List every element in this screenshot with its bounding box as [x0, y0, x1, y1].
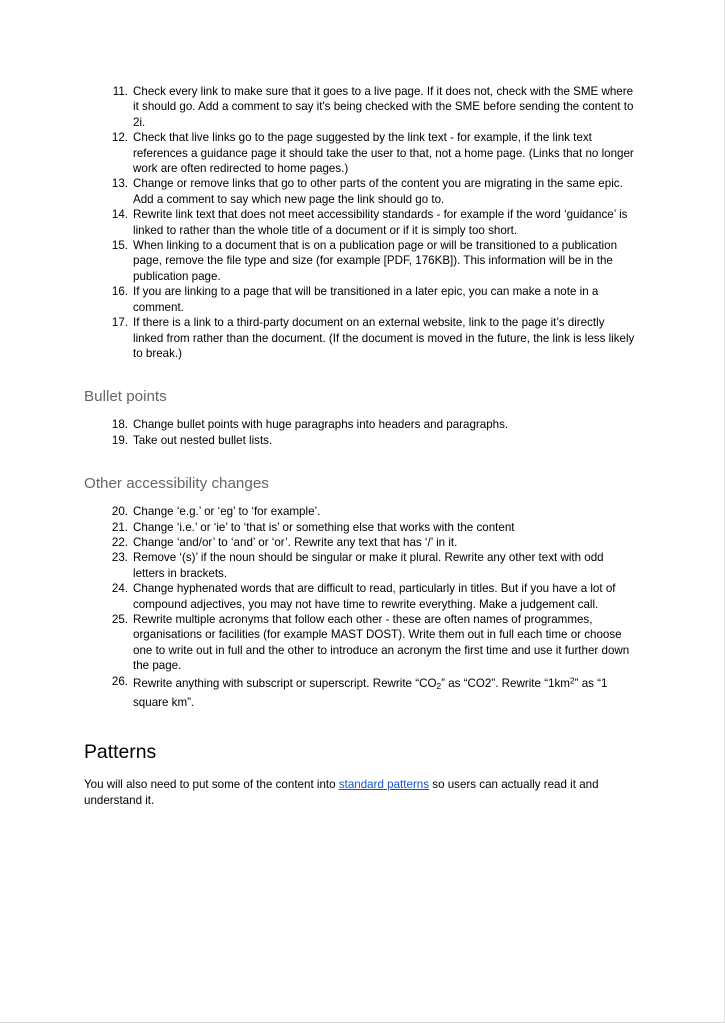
list-item-number: 23. — [111, 551, 128, 565]
list-item-text: Change bullet points with huge paragraphs into headers and paragraphs. — [133, 418, 509, 432]
other-accessibility-list — [84, 504, 637, 710]
spacer — [84, 710, 637, 741]
heading-other-accessibility-changes: Other accessibility changes — [84, 475, 269, 493]
list-item — [84, 581, 637, 612]
item-26-subscript: 2 — [436, 681, 442, 692]
list-item-number: 21. — [111, 520, 128, 534]
list-item — [84, 315, 637, 361]
list-item-text: Take out nested bullet lists. — [133, 433, 273, 447]
list-item-text: Change hyphenated words that are difficult to read, particularly in titles. But if you have a lot of compound adjectives, you may not have time to rewrite everything. Make a judgement call. — [133, 582, 616, 611]
standard-patterns-link[interactable]: standard patterns — [338, 777, 430, 791]
spacer — [84, 361, 637, 388]
patterns-text-before: You will also need to put some of the content into — [84, 777, 339, 791]
list-item-number: 26. — [111, 674, 128, 688]
list-item-text: Change ‘i.e.’ or ‘ie’ to ‘that is’ or something else that works with the content — [133, 520, 515, 534]
patterns-paragraph — [84, 777, 637, 808]
item-26-superscript: 2 — [569, 675, 575, 686]
list-item — [84, 504, 637, 519]
spacer — [84, 764, 637, 777]
list-item — [84, 207, 637, 238]
list-item-number: 24. — [111, 582, 128, 596]
list-item — [84, 238, 637, 284]
list-item — [84, 433, 637, 448]
list-item-number: 13. — [111, 177, 128, 191]
list-item-text: Rewrite link text that does not meet accessibility standards - for example if the word ‘guidance’ is linked to rather than the whole title of a document or if it is simply too short. — [133, 208, 628, 237]
list-item-text: Check that live links go to the page suggested by the link text - for example, if the link text references a guidance page it should take the user to that, not a home page. (Links that no longer work are often redirected to home pages.) — [133, 131, 634, 176]
heading-bullet-points: Bullet points — [84, 388, 167, 406]
list-item-text: Change or remove links that go to other parts of the content you are migrating in the same epic. Add a comment to say which new page the link should go to. — [133, 177, 623, 206]
list-item — [84, 520, 637, 535]
list-item-text: Remove ‘(s)’ if the noun should be singular or make it plural. Rewrite any other text with odd letters in brackets. — [133, 551, 604, 580]
list-item — [84, 535, 637, 550]
list-item-text: Rewrite multiple acronyms that follow each other - these are often names of programmes, organisations or facilities (for example MAST DOST). Write them out in full each time or choose one to write out in full and the other to introduce an acronym the first time and use it further down the page. — [133, 612, 630, 673]
list-item-number: 14. — [111, 208, 128, 222]
list-item-number: 20. — [111, 505, 128, 519]
bullet-points-list — [84, 417, 637, 448]
list-item-number: 18. — [111, 418, 128, 432]
list-item — [84, 130, 637, 176]
heading-patterns: Patterns — [84, 740, 157, 763]
list-item-number: 16. — [111, 285, 128, 299]
list-item-number: 15. — [111, 239, 128, 253]
links-list — [84, 84, 637, 361]
spacer — [84, 448, 637, 475]
item-26-text-middle: ” as “CO2”. Rewrite “1km — [441, 677, 570, 691]
list-item-text: Change ‘e.g.’ or ‘eg’ to ‘for example’. — [133, 505, 321, 519]
list-item-number: 17. — [111, 316, 128, 330]
list-item-number: 22. — [111, 535, 128, 549]
spacer — [84, 493, 637, 504]
list-item-number: 19. — [111, 433, 128, 447]
list-item-text: If you are linking to a page that will be transitioned in a later epic, you can make a note in a comment. — [133, 285, 599, 314]
list-item-number: 11. — [112, 85, 128, 98]
spacer — [84, 406, 637, 417]
list-item-number: 25. — [111, 612, 128, 626]
list-item-subscript-superscript — [84, 674, 637, 710]
item-26-text-after: ” as “1 square km”. — [133, 677, 608, 709]
list-item-text: Change ‘and/or’ to ‘and’ or ‘or’. Rewrite any text that has ‘/’ in it. — [133, 535, 458, 549]
list-item-number: 12. — [111, 131, 128, 145]
list-item — [84, 176, 637, 207]
list-item — [84, 612, 637, 674]
list-item — [84, 84, 637, 130]
patterns-text-after: so users can actually read it and understand it. — [84, 777, 599, 807]
list-item-text: If there is a link to a third-party document on an external website, link to the page it’s directly linked from rather than the document. (If the document is moved in the future, the link is less likely to break.) — [133, 316, 635, 360]
document-content — [84, 84, 637, 808]
list-item-text: Check every link to make sure that it goes to a live page. If it does not, check with the SME where it should go. Add a comment to say it's being checked with the SME before sending the content to 2i. — [133, 85, 634, 129]
list-item-text — [133, 677, 607, 708]
item-26-text-before: Rewrite anything with subscript or superscript. Rewrite “CO — [133, 677, 437, 691]
list-item — [84, 550, 637, 581]
list-item-text: When linking to a document that is on a publication page or will be transitioned to a publication page, remove the file type and size (for example [PDF, 176KB]). This information will be in the publication page. — [133, 239, 618, 283]
list-item — [84, 284, 637, 315]
list-item — [84, 417, 637, 432]
